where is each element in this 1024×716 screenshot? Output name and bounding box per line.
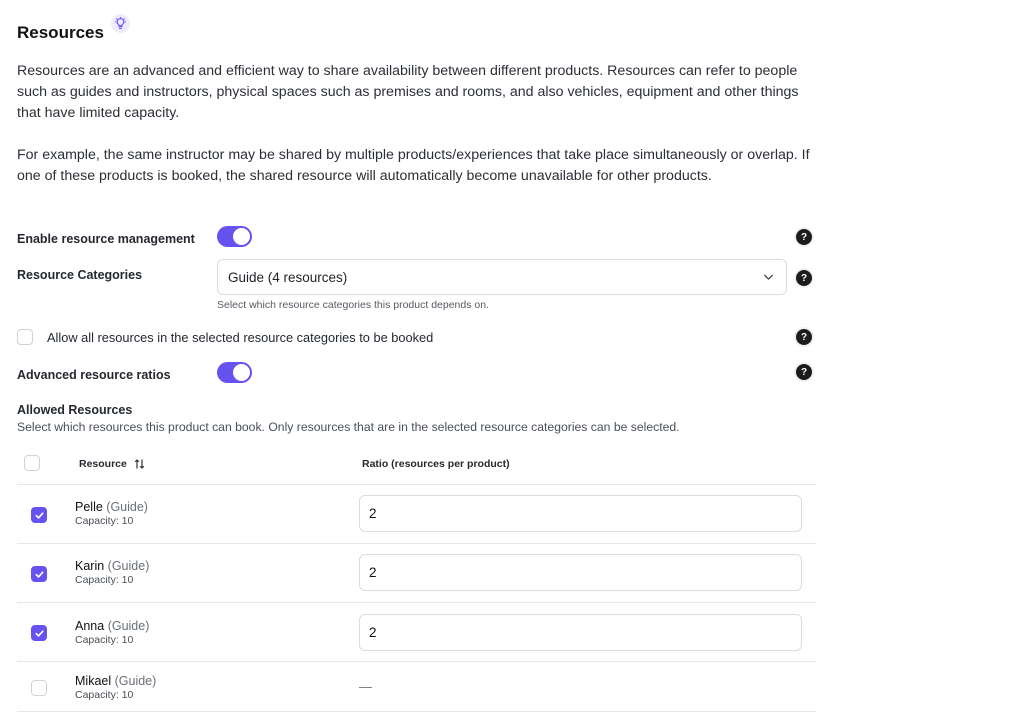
resource-categories-value: Guide (4 resources): [228, 269, 348, 285]
divider: [17, 484, 816, 485]
allow-all-resources-checkbox[interactable]: [17, 329, 33, 345]
ratio-input-karin[interactable]: 2: [359, 554, 802, 591]
intro-paragraph-1: Resources are an advanced and efficient way to share availability between different products. Resources can refer to people such as guides and instructors, physical spaces such as premises and rooms, and also vehicles, equipment and other things that have limited capacity.: [17, 63, 799, 121]
column-header-resource[interactable]: Resource: [79, 458, 145, 470]
check-icon: [34, 510, 45, 521]
enable-resource-management-label: Enable resource management: [17, 232, 195, 246]
advanced-resource-ratios-toggle[interactable]: [217, 362, 252, 383]
intro-paragraph-2: For example, the same instructor may be shared by multiple products/experiences that take place simultaneously or overlap. If one of these products is booked, the shared resource will automatically become unavailable for other products.: [17, 147, 810, 184]
resource-categories-hint: Select which resource categories this product depends on.: [217, 299, 489, 311]
resource-capacity: Capacity: 10: [75, 634, 134, 646]
ratio-input-anna[interactable]: 2: [359, 614, 802, 651]
advanced-resource-ratios-label: Advanced resource ratios: [17, 368, 171, 382]
resource-name: Pelle (Guide): [75, 500, 148, 514]
help-icon[interactable]: ?: [796, 364, 812, 380]
resource-capacity: Capacity: 10: [75, 515, 134, 527]
enable-resource-management-toggle[interactable]: [217, 226, 252, 247]
sort-icon: [134, 458, 145, 470]
row-checkbox-pelle[interactable]: [31, 507, 47, 523]
ratio-input-pelle[interactable]: 2: [359, 495, 802, 532]
resource-name: Anna (Guide): [75, 619, 150, 633]
allow-all-resources-label: Allow all resources in the selected resource categories to be booked: [47, 330, 434, 345]
help-icon[interactable]: ?: [796, 270, 812, 286]
resource-name: Karin (Guide): [75, 559, 150, 573]
divider: [17, 543, 816, 544]
row-checkbox-karin[interactable]: [31, 566, 47, 582]
help-icon[interactable]: ?: [796, 329, 812, 345]
divider: [17, 602, 816, 603]
page-title: Resources: [17, 23, 104, 42]
check-icon: [34, 628, 45, 639]
check-icon: [34, 569, 45, 580]
resource-capacity: Capacity: 10: [75, 574, 134, 586]
divider: [17, 661, 816, 662]
row-checkbox-mikael[interactable]: [31, 680, 47, 696]
title-row: [17, 14, 130, 43]
help-icon[interactable]: ?: [796, 229, 812, 245]
allowed-resources-description: Select which resources this product can book. Only resources that are in the selected resource categories can be selected.: [17, 420, 680, 434]
allowed-resources-title: Allowed Resources: [17, 403, 133, 417]
column-header-ratio: Ratio (resources per product): [362, 458, 510, 470]
row-checkbox-anna[interactable]: [31, 625, 47, 641]
resource-categories-label: Resource Categories: [17, 268, 143, 282]
resource-name: Mikael (Guide): [75, 674, 157, 688]
resource-categories-select[interactable]: [217, 259, 787, 295]
resource-capacity: Capacity: 10: [75, 689, 134, 701]
chevron-down-icon: [762, 271, 775, 284]
lightbulb-icon: [111, 14, 130, 33]
select-all-checkbox[interactable]: [24, 455, 40, 471]
divider: [17, 711, 816, 712]
ratio-empty: —: [359, 679, 372, 694]
